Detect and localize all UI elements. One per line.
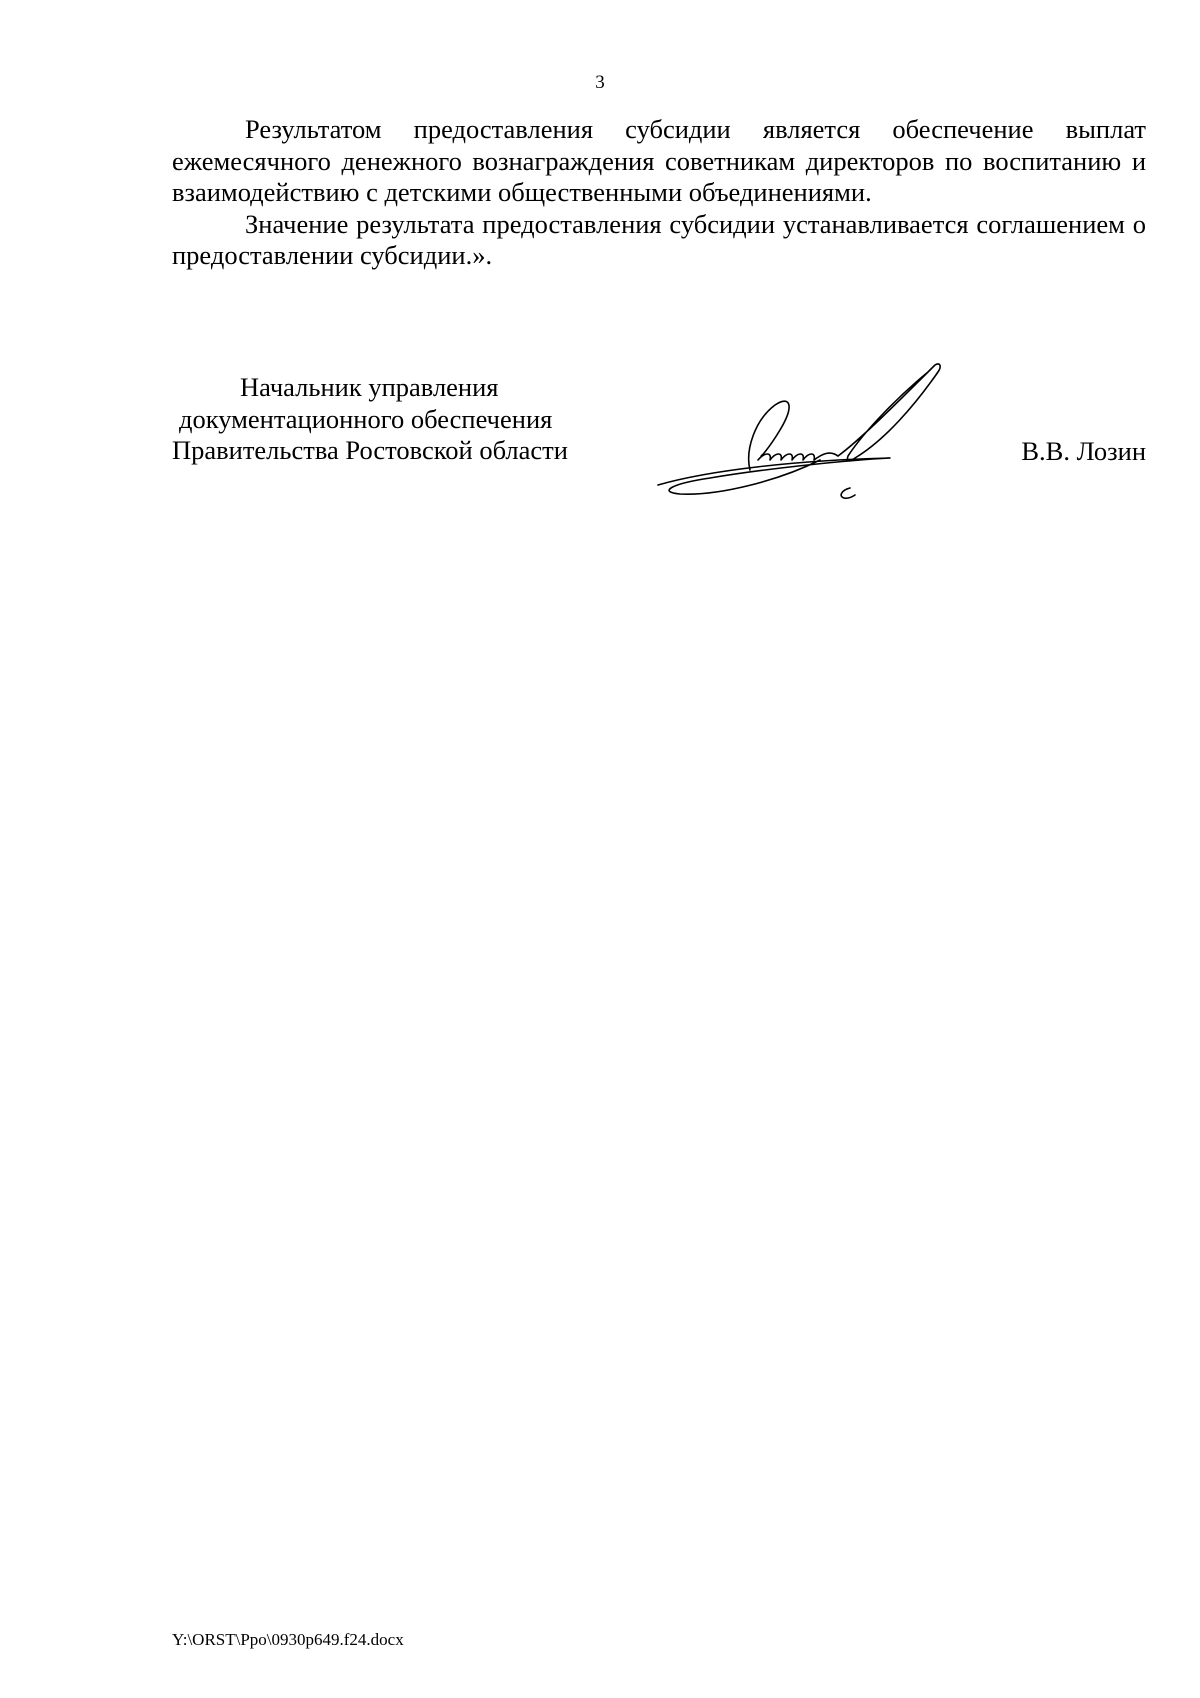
paragraph-result: Результатом предоставления субсидии является обеспечение выплат ежемесячного денежного вознаграждения советникам директоров по воспитанию и взаимодействию с детскими общественными объединениями. [172,114,1146,207]
document-body [172,114,1146,272]
page-number: 3 [595,72,605,93]
position-line-3: Правительства Ростовской области [172,435,568,465]
file-path-footer: Y:\ORST\Ppo\0930p649.f24.docx [172,1630,404,1649]
position-line-2: документационного обеспечения [179,403,553,434]
signatory-name: В.В. Лозин [1021,436,1146,466]
signatory-position [172,372,612,467]
position-line-1: Начальник управления [240,372,499,402]
paragraph-result-value: Значение результата предоставления субсидии устанавливается соглашением о предоставлении субсидии.». [172,208,1146,270]
handwritten-signature-icon [650,360,990,510]
